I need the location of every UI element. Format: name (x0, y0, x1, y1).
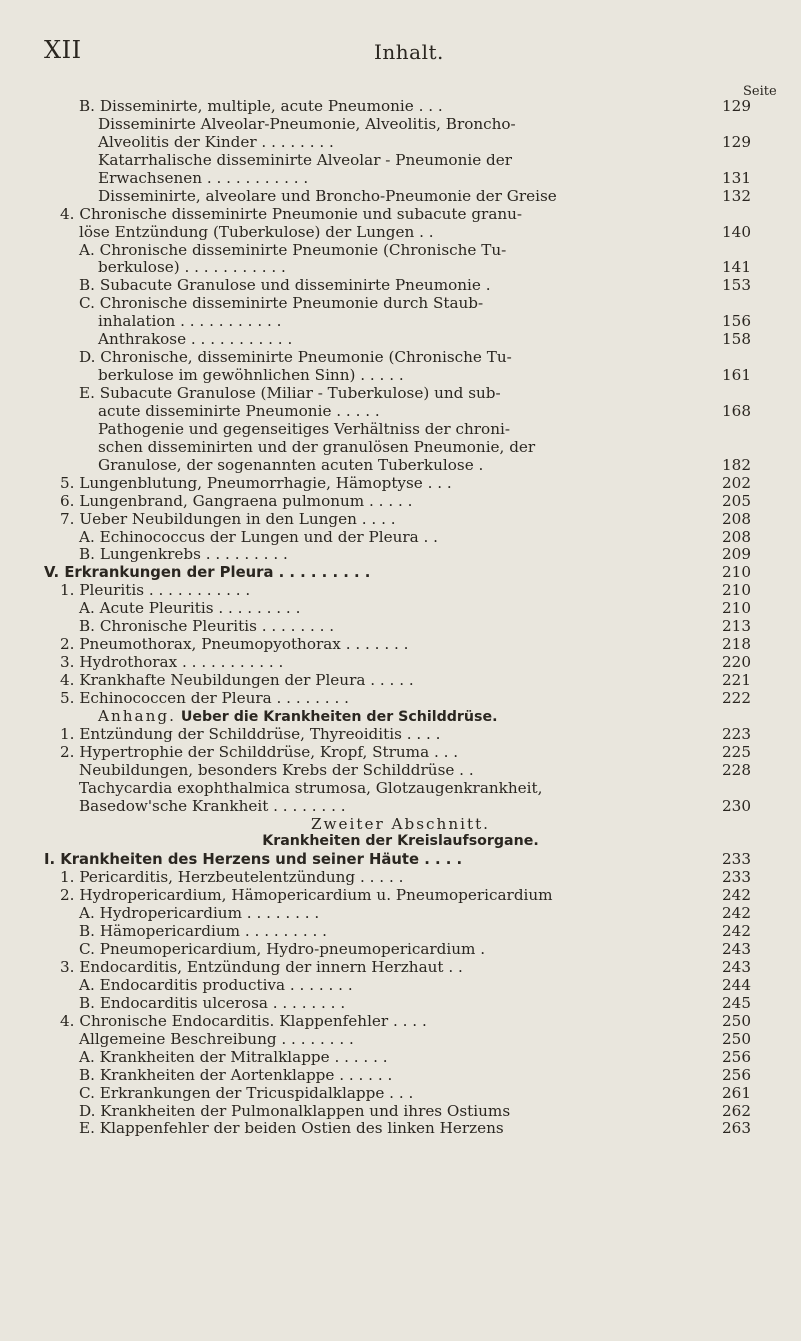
toc-entry (0, 1031, 801, 1049)
toc-entry (0, 1120, 801, 1138)
page-ref: 156 (722, 312, 751, 331)
entry-title: schen disseminirten und der granulösen Pneumonie, der (98, 437, 536, 456)
toc-entry (0, 385, 801, 403)
page-ref: 208 (722, 509, 751, 528)
page-ref: 228 (722, 760, 751, 779)
page-ref: 182 (722, 455, 751, 474)
entry-title: A. Echinococcus der Lungen und der Pleura . . (79, 527, 438, 546)
toc-entry (0, 1067, 801, 1085)
toc-entry (0, 762, 801, 780)
toc-entry (0, 1103, 801, 1121)
page-ref: 245 (722, 993, 751, 1012)
page-ref: 141 (722, 258, 751, 277)
entry-title: B. Disseminirte, multiple, acute Pneumonie . . . (79, 97, 443, 115)
appendix-title: Ueber die Krankheiten der Schilddrüse. (175, 708, 498, 725)
entry-title: 4. Chronische Endocarditis. Klappenfehler . . . . (60, 1011, 427, 1030)
toc-entry (0, 511, 801, 529)
toc-entry (0, 98, 801, 116)
toc-entry (0, 941, 801, 959)
page-ref: 210 (722, 581, 751, 600)
toc-list (0, 98, 801, 1138)
page-ref: 230 (722, 796, 751, 815)
entry-title: A. Hydropericardium . . . . . . . . (79, 904, 320, 923)
toc-entry (0, 439, 801, 457)
entry-title: B. Hämopericardium . . . . . . . . . (79, 922, 327, 941)
page-ref: 261 (722, 1083, 751, 1102)
page-ref: 233 (722, 850, 751, 869)
page-ref: 153 (722, 276, 751, 295)
entry-title: A. Endocarditis productiva . . . . . . . (79, 975, 353, 994)
page-ref: 129 (722, 132, 751, 151)
page-ref: 220 (722, 653, 751, 672)
page-ref: 244 (722, 975, 751, 994)
entry-title: 5. Echinococcen der Pleura . . . . . . . . (60, 688, 349, 707)
entry-title: Allgemeine Beschreibung . . . . . . . . (79, 1029, 354, 1048)
section-heading: V. Erkrankungen der Pleura . . . . . . . . . (44, 564, 371, 582)
entry-title: Pathogenie und gegenseitiges Verhältniss der chroni- (98, 419, 510, 438)
entry-title: B. Subacute Granulose und disseminirte Pneumonie . (79, 276, 491, 295)
entry-title: C. Pneumopericardium, Hydro-pneumopericardium . (79, 940, 486, 959)
entry-title: 1. Pericarditis, Herzbeutelentzündung . . . . . (60, 868, 404, 887)
page-ref: 243 (722, 940, 751, 959)
toc-entry (0, 887, 801, 905)
entry-title: E. Klappenfehler der beiden Ostien des linken Herzens (79, 1119, 504, 1138)
toc-entry (0, 457, 801, 475)
part-subtitle: Krankheiten der Kreislaufsorgane. (262, 833, 539, 850)
entry-title: C. Erkrankungen der Tricuspidalklappe . . . (79, 1083, 414, 1102)
toc-entry (0, 188, 801, 206)
toc-entry (0, 780, 801, 798)
entry-title: 5. Lungenblutung, Pneumorrhagie, Hämoptyse . . . (60, 473, 452, 492)
entry-title: 2. Hypertrophie der Schilddrüse, Kropf, Struma . . . (60, 742, 459, 761)
page-ref: 263 (722, 1119, 751, 1138)
entry-title: Disseminirte, alveolare und Broncho-Pneumonie der Greise (98, 186, 557, 205)
entry-title: 3. Hydrothorax . . . . . . . . . . . (60, 653, 284, 672)
entry-title: Basedow'sche Krankheit . . . . . . . . (79, 796, 346, 815)
toc-entry (0, 529, 801, 547)
page-ref: 242 (722, 886, 751, 905)
page-ref: 168 (722, 401, 751, 420)
entry-title: Anthrakose . . . . . . . . . . . (98, 330, 293, 349)
entry-title: 7. Ueber Neubildungen in den Lungen . . . . (60, 509, 396, 528)
entry-title: 4. Krankhafte Neubildungen der Pleura . . . . . (60, 671, 414, 689)
toc-entry (0, 403, 801, 421)
toc-entry (0, 833, 801, 851)
entry-title: Granulose, der sogenannten acuten Tuberkulose . (98, 455, 484, 474)
entry-title: 1. Pleuritis . . . . . . . . . . . (60, 581, 251, 600)
entry-title: B. Endocarditis ulcerosa . . . . . . . . (79, 993, 346, 1012)
toc-entry (0, 493, 801, 511)
toc-entry (0, 259, 801, 277)
entry-title: D. Chronische, disseminirte Pneumonie (Chronische Tu- (79, 348, 512, 367)
page-ref: 208 (722, 527, 751, 546)
entry-title: E. Subacute Granulose (Miliar - Tuberkulose) und sub- (79, 384, 501, 402)
page-ref: 210 (722, 563, 751, 582)
toc-entry (0, 475, 801, 493)
page-ref: 243 (722, 958, 751, 976)
page-ref: 210 (722, 599, 751, 618)
toc-entry (0, 421, 801, 439)
page-ref: 242 (722, 922, 751, 941)
entry-title: D. Krankheiten der Pulmonalklappen und ihres Ostiums (79, 1101, 511, 1120)
page-ref: 209 (722, 545, 751, 564)
entry-title: berkulose im gewöhnlichen Sinn) . . . . . (98, 366, 404, 385)
toc-entry (0, 654, 801, 672)
entry-title: 2. Hydropericardium, Hämopericardium u. Pneumopericardium (60, 886, 553, 905)
entry-title: inhalation . . . . . . . . . . . (98, 312, 282, 331)
page-ref: 222 (722, 688, 751, 707)
page-ref: 242 (722, 904, 751, 923)
toc-entry (0, 690, 801, 708)
toc-entry (0, 995, 801, 1013)
appendix-heading (98, 708, 497, 727)
toc-entry (0, 798, 801, 816)
entry-title: Neubildungen, besonders Krebs der Schilddrüse . . (79, 760, 474, 779)
page-title: Inhalt. (374, 40, 444, 64)
toc-entry (0, 349, 801, 367)
toc-entry (0, 564, 801, 582)
page-ref: 250 (722, 1029, 751, 1048)
entry-title: A. Chronische disseminirte Pneumonie (Chronische Tu- (79, 240, 507, 259)
toc-entry (0, 869, 801, 887)
toc-entry (0, 206, 801, 224)
entry-title: 4. Chronische disseminirte Pneumonie und subacute granu- (60, 204, 523, 223)
entry-title: B. Chronische Pleuritis . . . . . . . . (79, 617, 335, 636)
page-ref: 158 (722, 330, 751, 349)
toc-entry (0, 636, 801, 654)
entry-title: Erwachsenen . . . . . . . . . . . (98, 168, 309, 187)
toc-entry (0, 726, 801, 744)
toc-entry (0, 546, 801, 564)
toc-entry (0, 618, 801, 636)
toc-entry (0, 295, 801, 313)
page-ref: 218 (722, 635, 751, 654)
toc-entry (0, 851, 801, 869)
page-ref: 129 (722, 97, 751, 115)
page-ref: 140 (722, 222, 751, 241)
page-ref: 262 (722, 1101, 751, 1120)
toc-entry (0, 977, 801, 995)
entry-title: C. Chronische disseminirte Pneumonie durch Staub- (79, 294, 484, 313)
page-number: XII (44, 36, 82, 64)
toc-entry (0, 744, 801, 762)
toc-entry (0, 116, 801, 134)
toc-entry (0, 816, 801, 834)
page-ref: 256 (722, 1065, 751, 1084)
appendix-label: Anhang. (98, 706, 176, 725)
page-ref: 132 (722, 186, 751, 205)
section-heading: I. Krankheiten des Herzens und seiner Häute . . . . (44, 851, 463, 869)
entry-title: B. Lungenkrebs . . . . . . . . . (79, 545, 288, 564)
toc-entry (0, 1013, 801, 1031)
entry-title: acute disseminirte Pneumonie . . . . . (98, 401, 380, 420)
page-ref: 131 (722, 168, 751, 187)
toc-entry (0, 582, 801, 600)
entry-title: Alveolitis der Kinder . . . . . . . . (98, 132, 334, 151)
page-ref: 223 (722, 724, 751, 743)
page-ref: 205 (722, 491, 751, 510)
toc-entry (0, 959, 801, 977)
toc-entry (0, 367, 801, 385)
toc-entry (0, 672, 801, 690)
page-ref: 233 (722, 868, 751, 887)
entry-title: 3. Endocarditis, Entzündung der innern Herzhaut . . (60, 958, 463, 976)
toc-entry (0, 1085, 801, 1103)
entry-title: Disseminirte Alveolar-Pneumonie, Alveolitis, Broncho- (98, 114, 516, 133)
entry-title: Katarrhalische disseminirte Alveolar - Pneumonie der (98, 150, 512, 169)
page-ref: 256 (722, 1047, 751, 1066)
entry-title: berkulose) . . . . . . . . . . . (98, 258, 286, 277)
entry-title: 6. Lungenbrand, Gangraena pulmonum . . . . . (60, 491, 413, 510)
page-ref: 161 (722, 366, 751, 385)
page-ref: 250 (722, 1011, 751, 1030)
entry-title: Tachycardia exophthalmica strumosa, Glotzaugenkrankheit, (79, 778, 543, 797)
entry-title: 1. Entzündung der Schilddrüse, Thyreoiditis . . . . (60, 724, 441, 743)
seite-label: Seite (743, 84, 777, 99)
toc-entry (0, 331, 801, 349)
toc-entry (0, 224, 801, 242)
toc-entry (0, 1049, 801, 1067)
part-heading: Zweiter Abschnitt. (310, 814, 491, 833)
toc-entry (0, 600, 801, 618)
entry-title: B. Krankheiten der Aortenklappe . . . . . . (79, 1065, 393, 1084)
page-ref: 213 (722, 617, 751, 636)
toc-entry (0, 134, 801, 152)
toc-entry (0, 152, 801, 170)
entry-title: 2. Pneumothorax, Pneumopyothorax . . . . . . . (60, 635, 409, 654)
entry-title: A. Krankheiten der Mitralklappe . . . . . . (79, 1047, 388, 1066)
page-ref: 225 (722, 742, 751, 761)
toc-entry (0, 905, 801, 923)
page-ref: 221 (722, 671, 751, 689)
entry-title: A. Acute Pleuritis . . . . . . . . . (79, 599, 301, 618)
toc-entry (0, 170, 801, 188)
toc-entry (0, 923, 801, 941)
toc-entry (0, 277, 801, 295)
toc-entry (0, 708, 801, 726)
entry-title: löse Entzündung (Tuberkulose) der Lungen . . (79, 222, 434, 241)
toc-entry (0, 313, 801, 331)
page-ref: 202 (722, 473, 751, 492)
toc-entry (0, 242, 801, 260)
